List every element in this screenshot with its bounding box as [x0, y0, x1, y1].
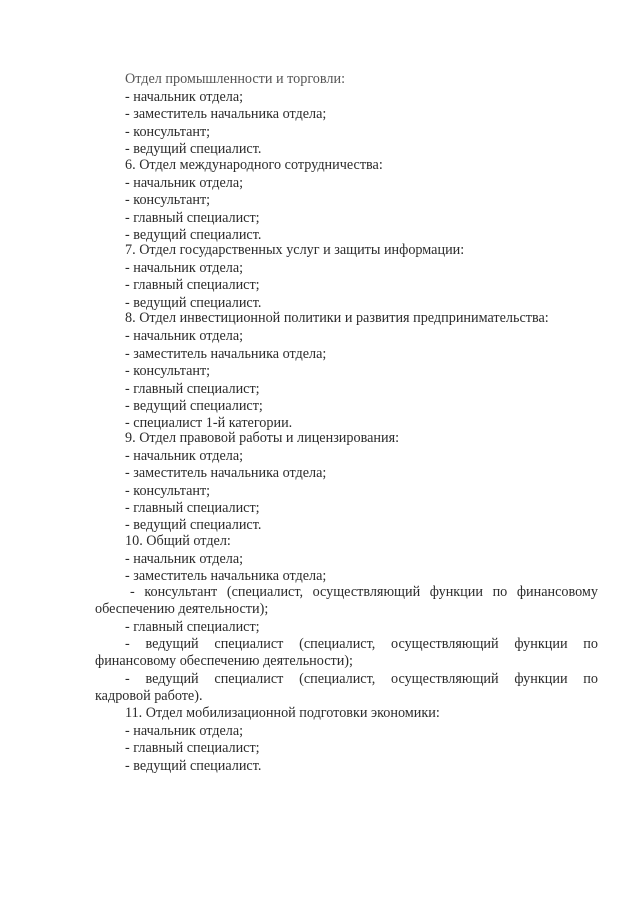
list-item: - ведущий специалист. — [125, 758, 262, 774]
list-item: - заместитель начальника отдела; — [125, 346, 327, 362]
list-item: - начальник отдела; — [125, 175, 244, 191]
list-item: - главный специалист; — [125, 277, 260, 293]
list-item: - начальник отдела; — [125, 448, 244, 464]
list-item: - консультант; — [125, 363, 211, 379]
list-item-continuation: финансовому обеспечению деятельности); — [95, 653, 353, 669]
list-item: - заместитель начальника отдела; — [125, 465, 327, 481]
list-item: - начальник отдела; — [125, 328, 244, 344]
list-item: - ведущий специалист. — [125, 295, 262, 311]
section-heading-10: 10. Общий отдел: — [125, 533, 231, 549]
section-heading-11: 11. Отдел мобилизационной подготовки экономики: — [125, 705, 440, 721]
list-item: - главный специалист; — [125, 740, 260, 756]
section-heading-industry: Отдел промышленности и торговли: — [125, 71, 346, 87]
list-item-continuation: обеспечению деятельности); — [95, 601, 269, 617]
list-item: - консультант; — [125, 483, 211, 499]
list-item: - специалист 1-й категории. — [125, 415, 293, 431]
list-item: - главный специалист; — [125, 500, 260, 516]
list-item-multiline-start: - консультант (специалист, осуществляющий функции по финансовому — [130, 584, 598, 600]
list-item: - заместитель начальника отдела; — [125, 568, 327, 584]
list-item: - начальник отдела; — [125, 723, 244, 739]
list-item: - консультант; — [125, 192, 211, 208]
section-heading-8: 8. Отдел инвестиционной политики и развития предпринимательства: — [125, 310, 549, 326]
list-item: - ведущий специалист. — [125, 227, 262, 243]
section-heading-7: 7. Отдел государственных услуг и защиты информации: — [125, 242, 465, 258]
list-item-continuation: кадровой работе). — [95, 688, 203, 704]
list-item: - ведущий специалист. — [125, 141, 262, 157]
list-item: - заместитель начальника отдела; — [125, 106, 327, 122]
section-heading-6: 6. Отдел международного сотрудничества: — [125, 157, 383, 173]
section-heading-9: 9. Отдел правовой работы и лицензирования: — [125, 430, 400, 446]
list-item: - ведущий специалист; — [125, 398, 263, 414]
list-item-multiline-start: - ведущий специалист (специалист, осуществляющий функции по — [125, 636, 598, 652]
list-item: - ведущий специалист. — [125, 517, 262, 533]
list-item: - главный специалист; — [125, 210, 260, 226]
list-item-multiline-start: - ведущий специалист (специалист, осуществляющий функции по — [125, 671, 598, 687]
list-item: - главный специалист; — [125, 619, 260, 635]
list-item: - начальник отдела; — [125, 260, 244, 276]
list-item: - главный специалист; — [125, 381, 260, 397]
list-item: - консультант; — [125, 124, 211, 140]
list-item: - начальник отдела; — [125, 551, 244, 567]
list-item: - начальник отдела; — [125, 89, 244, 105]
